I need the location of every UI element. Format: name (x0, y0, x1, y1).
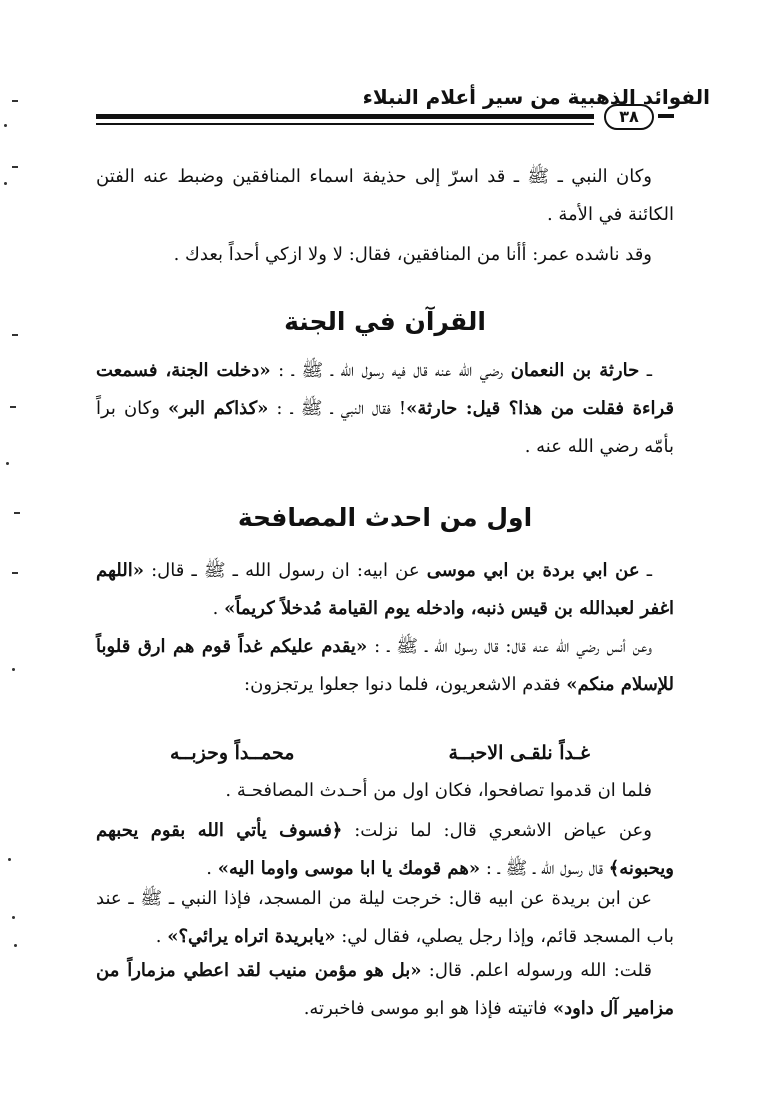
section-heading-first-handshake: اول من احدث المصافحة (237, 503, 533, 532)
text-run: فاتيته فإذا هو ابو موسى فاخبرته. (303, 998, 553, 1019)
text-run: فقدم الاشعريون، فلما دنوا جعلوا يرتجزون: (244, 674, 567, 695)
margin-mark (14, 512, 20, 514)
margin-mark (4, 124, 7, 127)
page-number-dash (658, 114, 674, 118)
hadith-quote: «هم قومك يا ابا موسى واوما اليه» (217, 858, 481, 879)
text-run: . (212, 598, 225, 619)
section2-paragraph-4 (96, 812, 674, 888)
hadith-quote: «بل هو مؤمن منيب لقد اعطي مزماراً من مزامير آل داود» (96, 960, 674, 1019)
section2-paragraph-2 (96, 628, 674, 704)
text-run: قال رسول الله ـ ﷺ ـ : (480, 858, 609, 879)
header-rule-thin (96, 123, 594, 125)
section2-paragraph-1 (96, 552, 674, 628)
margin-mark (10, 406, 16, 408)
running-title: الفوائد الذهبية من سير أعلام النبلاء (362, 85, 710, 109)
hadith-quote: «دخلت الجنة، فسمعت قراءة فقلت من هذا؟ قيل: حارثة» (96, 360, 675, 419)
text-run: ! فقال النبي ـ ﷺ ـ : (268, 398, 407, 419)
text-run: عن ابن بريدة عن ابيه قال: خرجت ليلة من المسجد، فإذا النبي ـ ﷺ ـ عند باب المسجد قائم، وإذا رجل يصلي، فقال لي: (96, 888, 674, 947)
text-run: ـ (639, 560, 652, 581)
section2-paragraph-5 (96, 880, 674, 956)
margin-mark (14, 944, 17, 947)
section1-paragraph-1 (96, 352, 674, 466)
section2-paragraph-6 (96, 952, 674, 1028)
header-rule-thick (96, 114, 594, 119)
text-run: . (155, 926, 168, 947)
text-run: وعن أنس رضي الله عنه قال: قال رسول الله ـ ﷺ ـ : (367, 636, 652, 657)
narrator-name: عن ابي بردة بن ابي موسى (426, 560, 640, 581)
text-run: قلت: الله ورسوله اعلم. قال: (421, 960, 653, 981)
margin-mark (12, 166, 18, 168)
margin-mark (12, 668, 15, 671)
text-run: عن ابيه: ان رسول الله ـ ﷺ ـ قال: (143, 560, 427, 581)
quran-verse: ﴿فسوف يأتي الله بقوم يحبهم ويحبونه﴾ (96, 820, 674, 879)
hadith-quote: «يقدم عليكم غداً قوم هم ارق قلوباً للإسلام منكم» (96, 636, 674, 695)
intro-paragraph-1: وكان النبي ـ ﷺ ـ قد اسرّ إلى حذيفة اسماء المنافقين وضبط عنه الفتن الكائنة في الأمة . (96, 166, 674, 225)
margin-mark (8, 858, 11, 861)
text-run: . (206, 858, 218, 879)
margin-mark (12, 572, 18, 574)
text-run: وعن عياض الاشعري قال: لما نزلت: (342, 820, 652, 841)
narrator-name: حارثة بن النعمان (510, 360, 640, 381)
page-number: ٣٨ (604, 104, 654, 130)
intro-paragraph-2: وقد ناشده عمر: أأنا من المنافقين، فقال: لا ولا ازكي أحداً بعدك . (173, 244, 652, 265)
section-heading-quran-in-paradise: القرآن في الجنة (284, 307, 486, 336)
margin-mark (12, 916, 15, 919)
poem-verse (170, 736, 590, 770)
margin-mark (6, 462, 9, 465)
hadith-quote: «كذاكم البر» (167, 398, 269, 419)
margin-mark (12, 334, 18, 336)
verse-hemistich-left: محمــداً وحزبــه (170, 742, 295, 764)
margin-mark (12, 100, 18, 102)
verse-hemistich-right: غـداً نلقـى الاحبــة (448, 742, 590, 764)
hadith-quote: «يابريدة اتراه يرائي؟» (167, 926, 336, 947)
text-run: ـ (639, 360, 652, 381)
hadith-quote: «اللهم اغفر لعبدالله بن قيس ذنبه، وادخله يوم القيامة مُدخلاً كريماً» (96, 560, 674, 619)
text-run: وكان براً بأمّه رضي الله عنه . (96, 398, 674, 457)
section2-paragraph-3: فلما ان قدموا تصافحوا، فكان اول من أحـدث المصافحـة . (225, 780, 652, 801)
text-run: رضي الله عنه قال فيه رسول الله ـ ﷺ ـ : (270, 360, 511, 381)
margin-mark (4, 182, 7, 185)
